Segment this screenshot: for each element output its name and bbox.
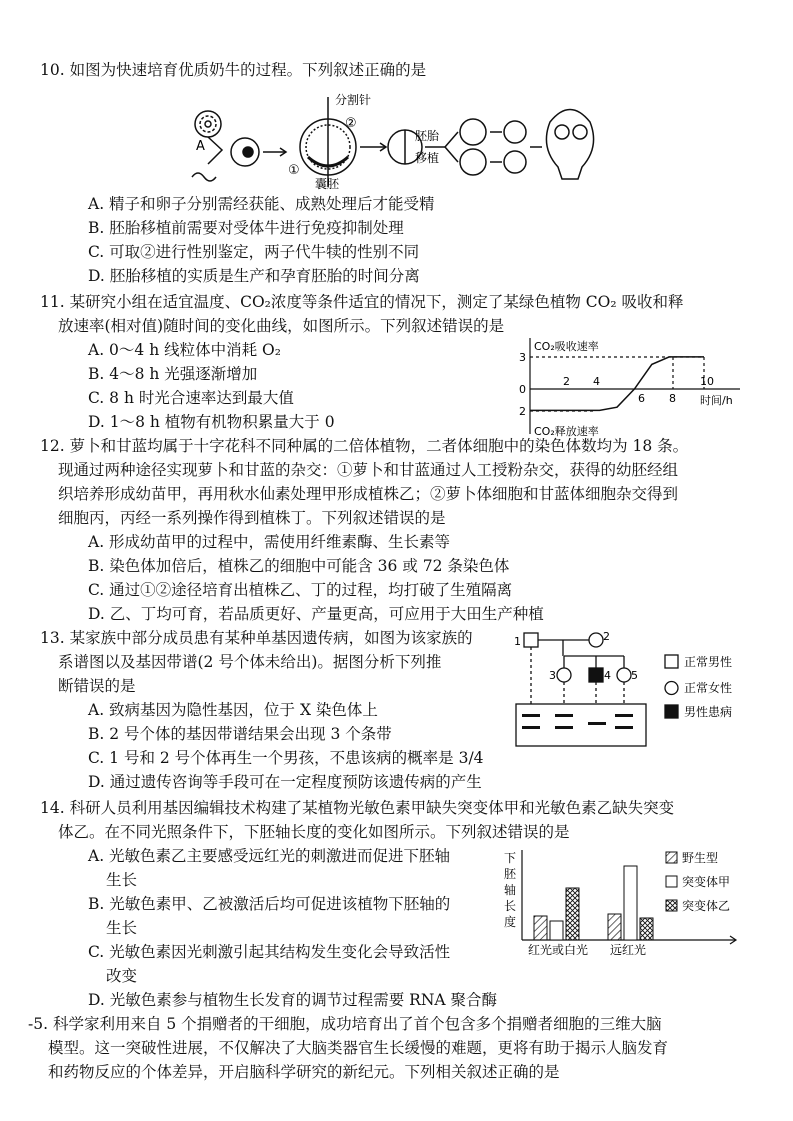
q14-option-c-cont: 改变 [106, 967, 138, 985]
q14-option-c: C. 光敏色素因光刺激引起其结构发生变化会导致活性 [88, 943, 451, 961]
x-tick-10: 10 [700, 375, 714, 388]
id-2: 2 [603, 630, 610, 643]
q10-option-a: A. 精子和卵子分别需经获能、成熟处理后才能受精 [88, 195, 435, 213]
ylabel-char-4: 长 [504, 899, 517, 913]
q11-stem-1: 11. 某研究小组在适宜温度、CO₂浓度等条件适宜的情况下，测定了某绿色植物 CO₂ 吸收和释 [40, 293, 684, 311]
q15-stem-2: 模型。这一突破性进展，不仅解决了大脑类器官生长缓慢的难题，更将有助于揭示人脑发育 [48, 1039, 669, 1057]
q13-stem-2: 系谱图以及基因带谱(2 号个体未给出)。据图分析下列推 [58, 653, 442, 671]
co2-rate-chart [510, 338, 750, 438]
bar-2-series-3 [640, 918, 653, 940]
label-A: A [196, 139, 205, 154]
label-1: ① [288, 163, 300, 178]
legend-affected-male-icon [665, 705, 678, 718]
bar-2-series-1 [608, 914, 621, 940]
x-tick-4: 4 [593, 375, 600, 388]
legend-mutant-a: 突变体甲 [682, 875, 731, 889]
q12-option-c: C. 通过①②途径培育出植株乙、丁的过程，均打破了生殖隔离 [88, 581, 513, 599]
ylabel-char-1: 下 [504, 851, 517, 865]
ylabel-char-5: 度 [504, 915, 517, 929]
x-tick-2: 2 [563, 375, 570, 388]
y-tick-2: 2 [519, 405, 526, 418]
q13-option-b: B. 2 号个体的基因带谱结果会出现 3 个条带 [88, 725, 392, 743]
q15-stem-3: 和药物反应的个体差异，开启脑科学研究的新纪元。下列相关叙述正确的是 [48, 1063, 560, 1081]
q14-option-b-cont: 生长 [106, 919, 138, 937]
legend-mutant-b: 突变体乙 [682, 899, 731, 913]
legend-mutant-b-swatch [666, 900, 677, 911]
q14-option-a-cont: 生长 [106, 871, 138, 889]
id-3: 3 [549, 669, 556, 682]
q14-option-b: B. 光敏色素甲、乙被激活后均可促进该植物下胚轴的 [88, 895, 451, 913]
label-blastocyst: 囊胚 [315, 177, 340, 191]
q14-stem-1: 14. 科研人员利用基因编辑技术构建了某植物光敏色素甲缺失突变体甲和光敏色素乙缺失突变 [40, 799, 675, 817]
category-label-1: 红光或白光 [528, 943, 589, 957]
q13-option-d: D. 通过遗传咨询等手段可在一定程度预防该遗传病的产生 [88, 773, 482, 791]
label-needle: 分割针 [335, 93, 372, 107]
id-1: 1 [514, 635, 521, 648]
bar-1-series-3 [566, 888, 579, 940]
legend-male-icon [665, 655, 678, 668]
q13-stem-1: 13. 某家族中部分成员患有某种单基因遗传病，如图为该家族的 [40, 629, 473, 647]
q13-option-c: C. 1 号和 2 号个体再生一个男孩，不患该病的概率是 3/4 [88, 749, 484, 767]
bar-1-series-1 [534, 916, 547, 940]
individual-2 [589, 633, 603, 647]
y-tick-3: 3 [519, 351, 526, 364]
q12-option-d: D. 乙、丁均可育，若品质更好、产量更高，可应用于大田生产种植 [88, 605, 544, 623]
q13-stem-3: 断错误的是 [58, 677, 136, 695]
legend-mutant-a-swatch [666, 876, 677, 887]
ylabel-bottom: CO₂释放速率 [534, 425, 599, 438]
x-tick-6: 6 [638, 392, 645, 405]
ylabel-top: CO₂吸收速率 [534, 340, 599, 353]
q12-option-a: A. 形成幼苗甲的过程中，需使用纤维素酶、生长素等 [88, 533, 451, 551]
bar-1-series-2 [550, 921, 563, 940]
x-tick-8: 8 [669, 392, 676, 405]
ylabel-char-2: 胚 [504, 867, 517, 881]
label-transfer-1: 胚胎 [415, 129, 440, 143]
pedigree-figure [512, 628, 772, 748]
q11-option-a: A. 0～4 h 线粒体中消耗 O₂ [88, 341, 281, 359]
q14-option-a: A. 光敏色素乙主要感受远红光的刺激进而促进下胚轴 [88, 847, 451, 865]
q10-option-b: B. 胚胎移植前需要对受体牛进行免疫抑制处理 [88, 219, 404, 237]
q12-stem-1: 12. 萝卜和甘蓝均属于十字花科不同种属的二倍体植物，二者体细胞中的染色体数均为 18 条。 [40, 437, 689, 455]
ylabel-char-3: 轴 [504, 883, 517, 897]
individual-4 [589, 668, 603, 682]
bar-2-series-2 [624, 866, 637, 940]
q10-option-c: C. 可取②进行性别鉴定，两子代牛犊的性别不同 [88, 243, 420, 261]
q13-option-a: A. 致病基因为隐性基因，位于 X 染色体上 [88, 701, 378, 719]
q10-stem: 10. 如图为快速培育优质奶牛的过程。下列叙述正确的是 [40, 61, 427, 79]
legend-wildtype: 野生型 [682, 851, 719, 865]
x-axis-title: 时间/h [700, 394, 733, 407]
q15-stem-1: -5. 科学家利用来自 5 个捐赠者的干细胞，成功培育出了首个包含多个捐赠者细胞的三维大脑 [28, 1015, 662, 1033]
co2-curve [530, 357, 704, 411]
category-label-2: 远红光 [610, 943, 647, 957]
legend-normal-female: 正常女性 [684, 681, 733, 695]
q14-stem-2: 体乙。在不同光照条件下，下胚轴长度的变化如图所示。下列叙述错误的是 [58, 823, 570, 841]
q11-option-d: D. 1～8 h 植物有机物积累量大于 0 [88, 413, 335, 431]
q12-option-b: B. 染色体加倍后，植株乙的细胞中可能含 36 或 72 条染色体 [88, 557, 510, 575]
q12-stem-3: 织培养形成幼苗甲，再用秋水仙素处理甲形成植株乙；②萝卜体细胞和甘蓝体细胞杂交得到 [58, 485, 679, 503]
legend-affected-male: 男性患病 [684, 705, 733, 719]
gene-band-panel [516, 704, 646, 746]
id-4: 4 [604, 669, 611, 682]
y-tick-0: 0 [519, 383, 526, 396]
id-5: 5 [631, 669, 638, 682]
legend-wildtype-swatch [666, 852, 677, 863]
individual-3 [557, 668, 571, 682]
hypocotyl-bar-chart [490, 848, 780, 963]
legend-female-icon [665, 682, 678, 695]
q14-option-d: D. 光敏色素参与植物生长发育的调节过程需要 RNA 聚合酶 [88, 991, 498, 1009]
individual-1 [524, 633, 538, 647]
q12-stem-2: 现通过两种途径实现萝卜和甘蓝的杂交：①萝卜和甘蓝通过人工授粉杂交，获得的幼胚经组 [58, 461, 679, 479]
q11-option-c: C. 8 h 时光合速率达到最大值 [88, 389, 294, 407]
q12-stem-4: 细胞丙，丙经一系列操作得到植株丁。下列叙述错误的是 [58, 509, 446, 527]
individual-5 [617, 668, 631, 682]
label-transfer-2: 移植 [415, 151, 440, 165]
q11-stem-2: 放速率(相对值)随时间的变化曲线，如图所示。下列叙述错误的是 [58, 317, 505, 335]
legend-normal-male: 正常男性 [684, 655, 733, 669]
label-2: ② [345, 116, 357, 131]
q11-option-b: B. 4～8 h 光强逐渐增加 [88, 365, 258, 383]
q10-option-d: D. 胚胎移植的实质是生产和孕育胚胎的时间分离 [88, 267, 420, 285]
q10-figure [190, 92, 590, 192]
